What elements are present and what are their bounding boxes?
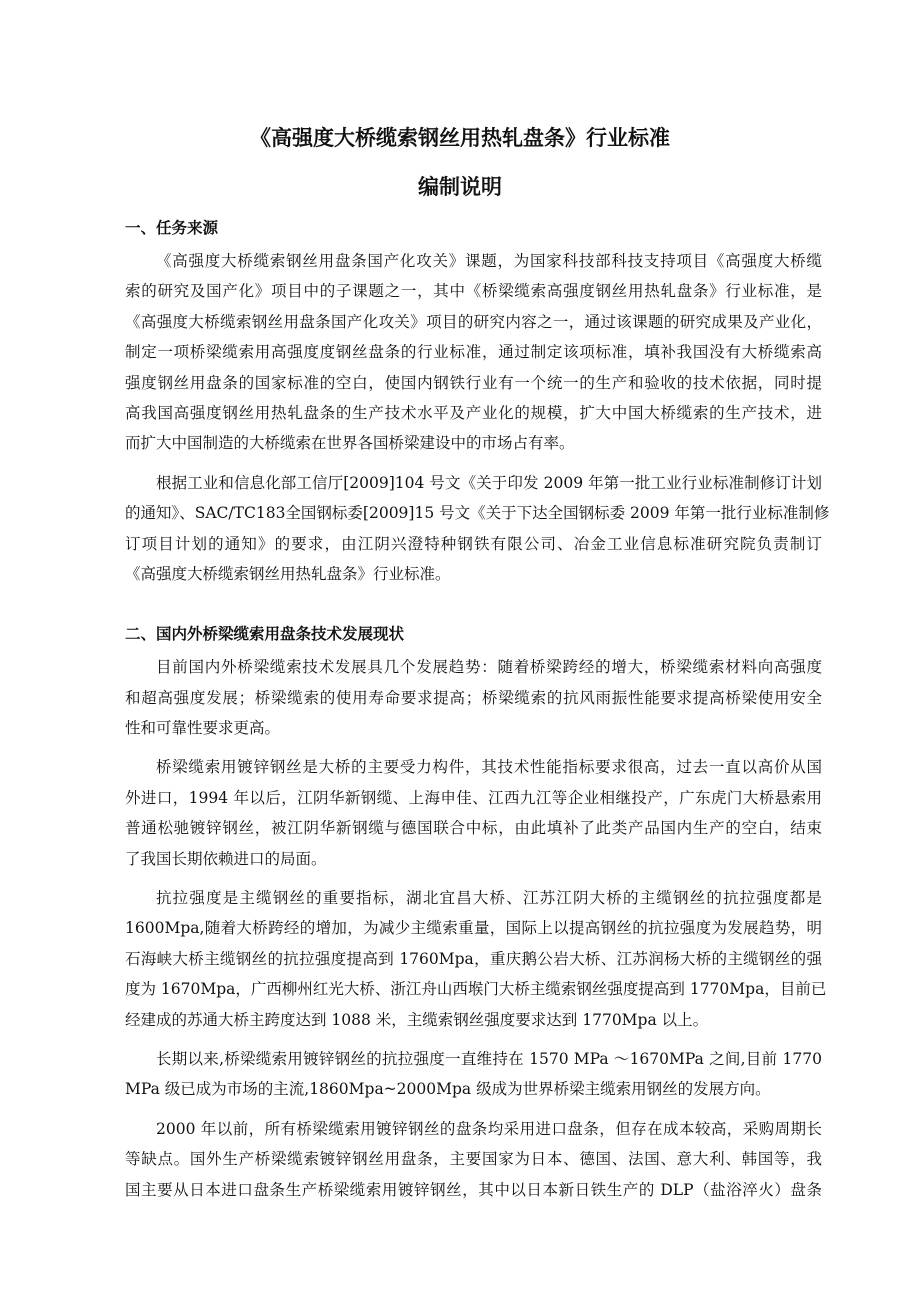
section: [125, 216, 830, 589]
text-line: 外进口，1994 年以后，江阴华新钢缆、上海申佳、江西九江等企业相继投产，广东虎门大桥悬索用: [125, 788, 822, 807]
document-body: [125, 216, 830, 1214]
paragraph: [125, 246, 822, 459]
paragraph: [125, 752, 822, 874]
text-line: 度为 1670Mpa，广西柳州红光大桥、浙江舟山西堠门大桥主缆索钢丝强度提高到 1770Mpa，目前已: [125, 980, 827, 999]
text-line: 《高强度大桥缆索钢丝用盘条国产化攻关》课题，为国家科技部科技支持项目《高强度大桥缆: [156, 252, 822, 270]
text-line: 高我国高强度钢丝用热轧盘条的生产技术水平及产业化的规模，扩大中国大桥缆索的生产技术，进: [125, 403, 822, 422]
text-line: 石海峡大桥主缆钢丝的抗拉强度提高到 1760Mpa，重庆鹅公岩大桥、江苏润杨大桥的主缆钢丝的强: [125, 949, 822, 968]
text-line: 《高强度大桥缆索钢丝用盘条国产化攻关》项目的研究内容之一，通过该课题的研究成果及产业化，: [125, 312, 822, 331]
text-line: 订项目计划的通知》的要求，由江阴兴澄特种钢铁有限公司、冶金工业信息标准研究院负责制订: [125, 534, 822, 553]
section: [125, 622, 827, 1205]
text-line: 桥梁缆索用镀锌钢丝是大桥的主要受力构件，其技术性能指标要求很高，过去一直以高价从国: [156, 758, 822, 777]
text-line: 长期以来,桥梁缆索用镀锌钢丝的抗拉强度一直维持在 1570 MPa ～1670MPa 之间,目前 1770: [156, 1049, 822, 1068]
text-line: 索的研究及国产化》项目中的子课题之一，其中《桥梁缆索高强度钢丝用热轧盘条》行业标准，是: [125, 282, 822, 301]
text-line: 的通知》、SAC/TC183全国钢标委[2009]15 号文《关于下达全国钢标委 2009 年第一批行业标准制修: [125, 504, 830, 523]
section-heading: 二、国内外桥梁缆索用盘条技术发展现状: [125, 624, 405, 644]
text-line: 和超高强度发展；桥梁缆索的使用寿命要求提高；桥梁缆索的抗风雨振性能要求提高桥梁使用安全: [125, 688, 822, 707]
text-line: 国主要从日本进口盘条生产桥梁缆索用镀锌钢丝，其中以日本新日铁生产的 DLP（盐浴淬火）盘条: [125, 1180, 822, 1199]
text-line: 而扩大中国制造的大桥缆索在世界各国桥梁建设中的市场占有率。: [125, 434, 575, 453]
text-line: 普通松驰镀锌钢丝，被江阴华新钢缆与德国联合中标，由此填补了此类产品国内生产的空白，结束: [125, 819, 822, 838]
paragraph: [125, 1044, 822, 1105]
section-heading: 一、任务来源: [125, 218, 219, 237]
paragraph: [125, 1114, 822, 1205]
section-gap: [125, 598, 822, 622]
text-line: 《高强度大桥缆索钢丝用热轧盘条》行业标准。: [125, 564, 451, 583]
paragraph: [125, 883, 827, 1035]
paragraph: [125, 468, 830, 590]
text-line: 经建成的苏通大桥主跨度达到 1088 米，主缆索钢丝强度要求达到 1770Mpa 以上。: [125, 1010, 709, 1029]
paragraph: [125, 652, 822, 743]
text-line: 1600Mpa,随着大桥跨经的增加，为减少主缆索重量，国际上以提高钢丝的抗拉强度为发展趋势，明: [125, 919, 822, 938]
text-line: 抗拉强度是主缆钢丝的重要指标，湖北宜昌大桥、江苏江阴大桥的主缆钢丝的抗拉强度都是: [156, 889, 822, 908]
text-line: 了我国长期依赖进口的局面。: [125, 849, 327, 868]
text-line: 2000 年以前，所有桥梁缆索用镀锌钢丝的盘条均采用进口盘条，但存在成本较高，采购周期长: [156, 1119, 822, 1138]
text-line: 制定一项桥梁缆索用高强度度钢丝盘条的行业标准，通过制定该项标准，填补我国没有大桥缆索高: [125, 343, 822, 362]
document-subtitle: 编制说明: [418, 174, 502, 199]
text-line: 性和可靠性要求更高。: [125, 719, 281, 738]
document-title: 《高强度大桥缆索钢丝用热轧盘条》行业标准: [250, 125, 670, 150]
text-line: 等缺点。国外生产桥梁缆索镀锌钢丝用盘条，主要国家为日本、德国、法国、意大利、韩国等，我: [125, 1150, 822, 1169]
text-line: 目前国内外桥梁缆索技术发展具几个发展趋势：随着桥梁跨经的增大，桥梁缆索材料向高强度: [156, 658, 822, 677]
text-line: 根据工业和信息化部工信厅[2009]104 号文《关于印发 2009 年第一批工业行业标准制修订计划: [156, 473, 822, 492]
text-line: 强度钢丝用盘条的国家标准的空白，使国内钢铁行业有一个统一的生产和验收的技术依据，同时提: [125, 373, 822, 392]
text-line: MPa 级已成为市场的主流,1860Mpa~2000Mpa 级成为世界桥梁主缆索用钢丝的发展方向。: [125, 1080, 771, 1099]
